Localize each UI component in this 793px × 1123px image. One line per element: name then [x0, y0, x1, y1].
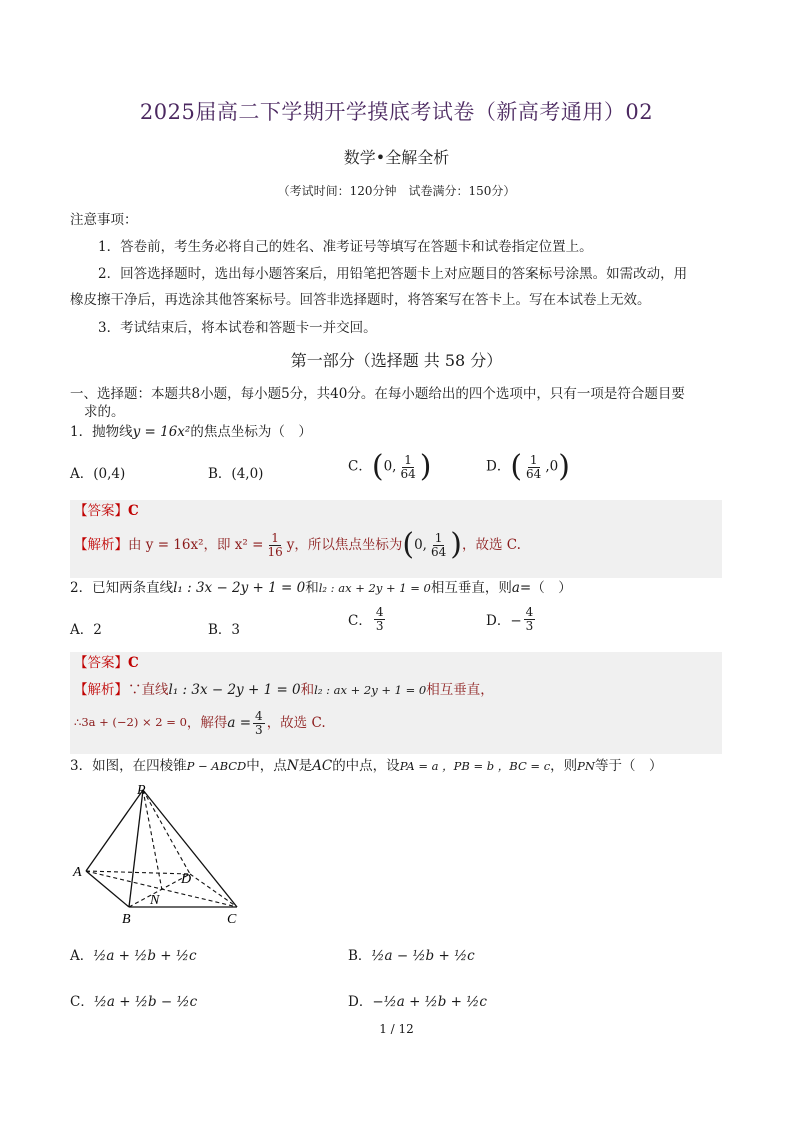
q1-suffix: 的焦点坐标为（ ） — [190, 424, 312, 440]
note-item-2a: 2．回答选择题时，选出每小题答案后，用铅笔把答题卡上对应题目的答案标号涂黑。如需改动，用 — [98, 266, 688, 282]
q2-analysis-line1: 【解析】∵直线l₁ : 3x − 2y + 1 = 0和l₂ : ax + 2y + 1 = 0相互垂直， — [74, 682, 494, 698]
q3-option-b: B．½a − ½b + ½c — [348, 948, 475, 964]
q2-option-c: C． $\frac{4}{3}$ — [348, 605, 384, 633]
label-b: B — [122, 912, 131, 927]
q1-option-b: B．(4,0) — [208, 466, 264, 482]
q2-stem: 2．已知两条直线l₁ : 3x − 2y + 1 = 0和l₂ : ax + 2y + 1 = 0相互垂直，则a=（ ） — [70, 580, 572, 596]
q2-option-d: D．− $\frac{4}{3}$ — [486, 605, 534, 633]
q1-stem — [70, 424, 312, 440]
q3-option-d: D．−½a + ½b + ½c — [348, 994, 487, 1010]
q2-analysis-line2: ∴3a + (−2) × 2 = 0 ，解得 a = $\frac{4}{3}$ ，故选 C. — [74, 709, 326, 737]
section-instructions-a: 一、选择题：本题共8小题，每小题5分，共40分。在每小题给出的四个选项中，只有一项是符合题目要 — [70, 386, 685, 402]
q1-answer: 【答案】C — [74, 503, 139, 519]
note-item-3: 3．考试结束后，将本试卷和答题卡一并交回。 — [98, 320, 377, 336]
exam-meta: （考试时间：120分钟 试卷满分：150分） — [277, 184, 516, 198]
document-subtitle: 数学•全解全析 — [343, 148, 450, 167]
q1-option-c: C．(0, $\frac{1}{64}$ ) — [348, 449, 432, 484]
q2-answer: 【答案】C — [74, 655, 139, 671]
label-a: A — [73, 865, 82, 880]
q1-expr: y = 16x² — [132, 424, 191, 440]
section-title: 第一部分（选择题 共 58 分） — [290, 351, 503, 370]
section-instructions-b: 求的。 — [84, 404, 125, 420]
q2-option-b: B．3 — [208, 622, 241, 638]
page-number: 1 / 12 — [379, 1022, 414, 1036]
q2-solution-box — [70, 652, 722, 754]
q3-stem: 3．如图，在四棱锥P − ABCD中，点N是AC的中点，设PA = a ，PB = b ，BC = c，则PN等于（ ） — [70, 758, 663, 774]
q3-option-c: C．½a + ½b − ½c — [70, 994, 198, 1010]
note-item-1: 1．答卷前，考生务必将自己的姓名、准考证号等填写在答题卡和试卷指定位置上。 — [98, 239, 593, 255]
q1-solution-box — [70, 500, 722, 578]
q1-prefix: 1．抛物线 — [70, 424, 133, 440]
label-c: C — [227, 912, 237, 927]
q1-option-a: A．(0,4) — [70, 466, 126, 482]
notes-heading: 注意事项： — [70, 212, 138, 228]
note-item-2b: 橡皮擦干净后，再选涂其他答案标号。回答非选择题时，将答案写在答卡上。写在本试卷上无效。 — [70, 292, 651, 308]
q1-option-d: D．( $\frac{1}{64}$ ,0) — [486, 449, 570, 484]
pyramid-figure — [70, 780, 260, 930]
q1-analysis: 【解析】 由 y = 16x²，即 x² = $\frac{1}{16}$ y，所以焦点坐标为 ( 0, $\frac{1}{64}$ ) ，故选 C. — [74, 527, 521, 562]
label-p: P — [137, 783, 146, 798]
label-d: D — [181, 872, 192, 887]
label-n: N — [150, 893, 160, 908]
q2-option-a: A．2 — [70, 622, 102, 638]
q3-option-a: A．½a + ½b + ½c — [70, 948, 197, 964]
document-title: 2025届高二下学期开学摸底考试卷（新高考通用）02 — [139, 100, 654, 124]
